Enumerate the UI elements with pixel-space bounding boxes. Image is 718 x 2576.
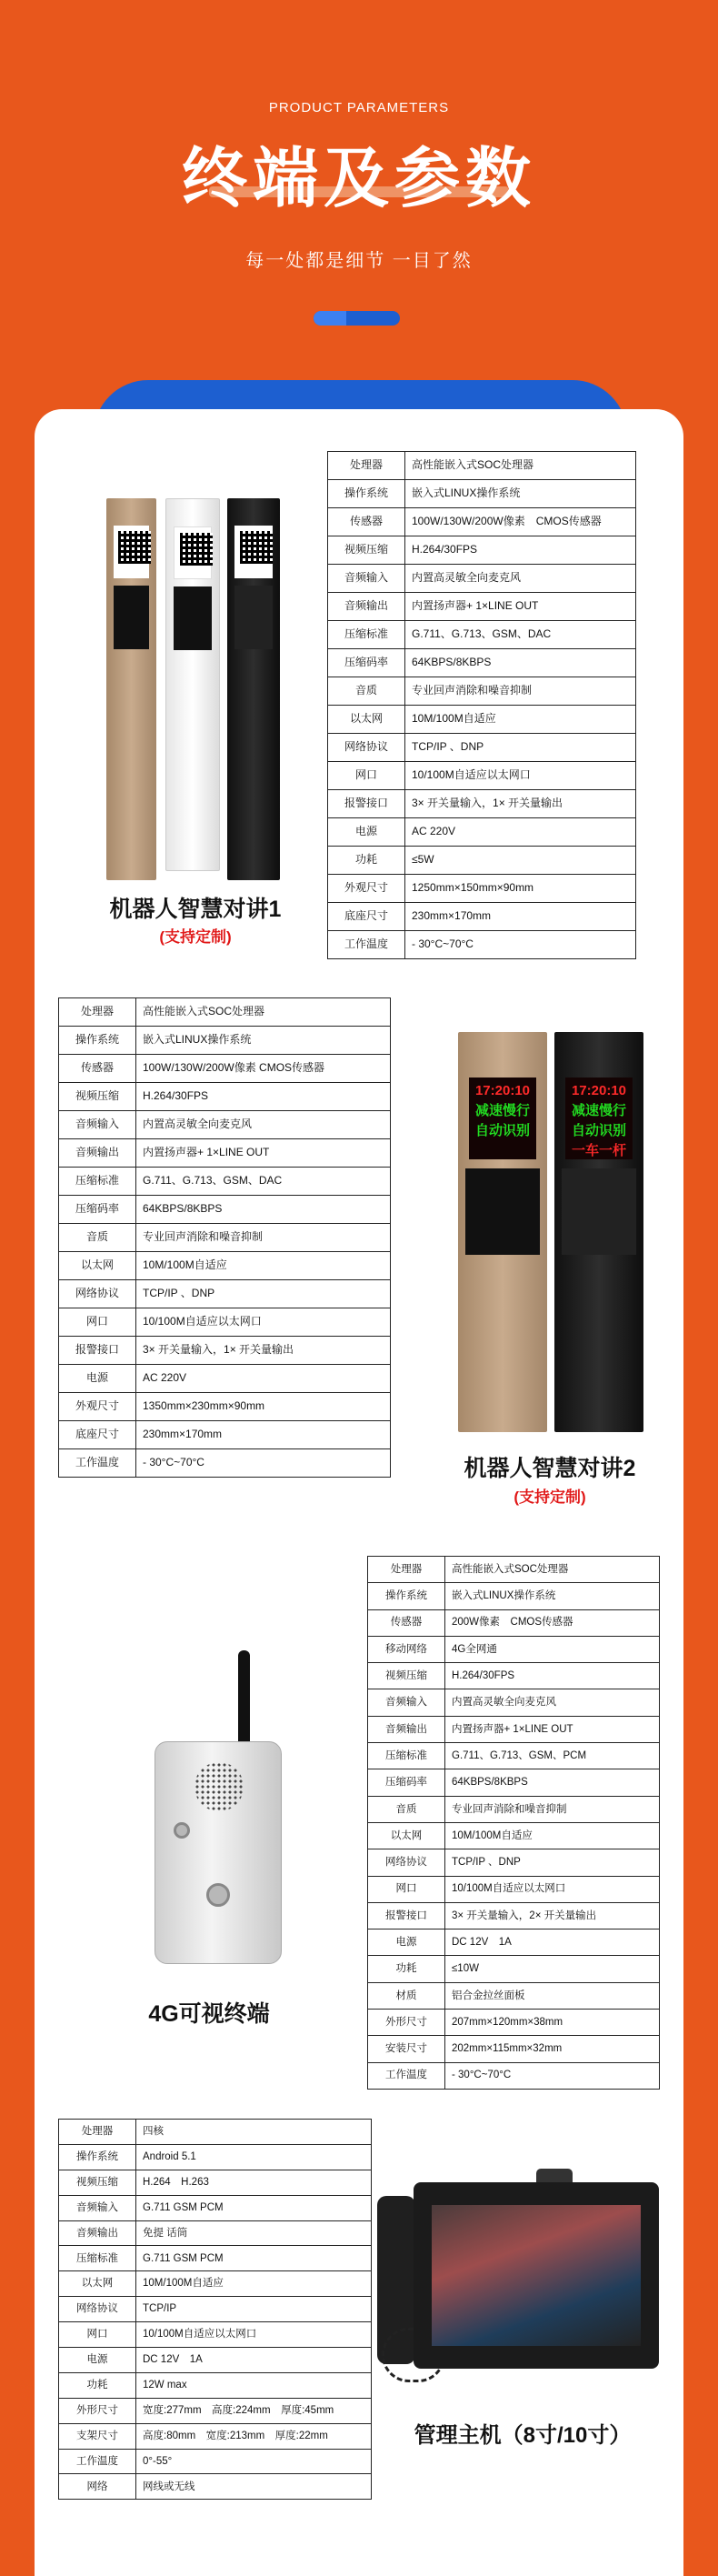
spec-value: H.264/30FPS xyxy=(445,1663,660,1689)
spec-key: 压缩标准 xyxy=(368,1743,445,1769)
spec-row xyxy=(59,1308,391,1337)
antenna xyxy=(238,1650,250,1752)
spec-key: 压缩码率 xyxy=(368,1769,445,1796)
spec-key: 压缩标准 xyxy=(59,1168,136,1196)
qr-code-icon xyxy=(118,531,151,564)
spec-value: 230mm×170mm xyxy=(405,903,636,931)
spec-row xyxy=(59,1252,391,1280)
spec-value: 3× 开关量输入，1× 开关量输出 xyxy=(405,790,636,818)
spec-row xyxy=(368,2036,660,2062)
spec-row xyxy=(328,480,636,508)
spec-value: DC 12V 1A xyxy=(445,1929,660,1956)
spec-key: 网口 xyxy=(328,762,405,790)
spec-key: 网络协议 xyxy=(59,2297,136,2322)
spec-value: G.711、G.713、GSM、DAC xyxy=(136,1168,391,1196)
spec-value: 专业回声消除和噪音抑制 xyxy=(445,1796,660,1822)
spec-value: 1350mm×230mm×90mm xyxy=(136,1393,391,1421)
product-2-caption-sub: (支持定制) xyxy=(514,1488,586,1506)
pillar-gold xyxy=(458,1032,547,1432)
spec-row xyxy=(59,1083,391,1111)
spec-row xyxy=(368,1982,660,2009)
spec-row xyxy=(368,1902,660,1929)
spec-key: 功耗 xyxy=(59,2372,136,2398)
spec-row xyxy=(368,1689,660,1716)
spec-row xyxy=(59,1111,391,1139)
spec-value: 202mm×115mm×32mm xyxy=(445,2036,660,2062)
spec-row xyxy=(59,2220,372,2246)
led-line-1: 17:20:10 xyxy=(474,1083,531,1098)
spec-row xyxy=(59,1337,391,1365)
spec-value: H.264/30FPS xyxy=(405,536,636,565)
spec-row xyxy=(328,565,636,593)
led-display xyxy=(565,1078,633,1159)
product-1-image xyxy=(102,498,284,880)
product-3-caption: 4G可视终端 xyxy=(148,2001,270,2027)
spec-value: 1250mm×150mm×90mm xyxy=(405,875,636,903)
spec-key: 功耗 xyxy=(368,1956,445,1982)
spec-row xyxy=(368,1769,660,1796)
spec-row xyxy=(368,1609,660,1636)
spec-key: 底座尺寸 xyxy=(328,903,405,931)
spec-value: 10/100M自适应以太网口 xyxy=(445,1876,660,1902)
camera-panel xyxy=(174,586,212,650)
led-line-3: 自动识别 xyxy=(571,1123,626,1138)
spec-key: 安装尺寸 xyxy=(368,2036,445,2062)
spec-row xyxy=(59,2195,372,2220)
spec-row xyxy=(368,2010,660,2036)
spec-value: H.264/30FPS xyxy=(136,1083,391,1111)
spec-value: 200W像素 CMOS传感器 xyxy=(445,1609,660,1636)
spec-value: 高性能嵌入式SOC处理器 xyxy=(445,1557,660,1583)
spec-key: 传感器 xyxy=(328,508,405,536)
spec-value: AC 220V xyxy=(405,818,636,847)
spec-row xyxy=(368,2062,660,2089)
spec-key: 移动网络 xyxy=(368,1636,445,1662)
spec-value: 高性能嵌入式SOC处理器 xyxy=(405,452,636,480)
spec-key: 功耗 xyxy=(328,847,405,875)
spec-row xyxy=(328,818,636,847)
spec-key: 网络协议 xyxy=(59,1280,136,1308)
led-line-3: 自动识别 xyxy=(474,1123,530,1138)
spec-key: 操作系统 xyxy=(368,1583,445,1609)
spec-key: 网口 xyxy=(59,1308,136,1337)
spec-value: 内置高灵敏全向麦克风 xyxy=(405,565,636,593)
spec-value: 64KBPS/8KBPS xyxy=(136,1196,391,1224)
spec-key: 报警接口 xyxy=(328,790,405,818)
spec-row xyxy=(328,734,636,762)
spec-value: 12W max xyxy=(136,2372,372,2398)
spec-key: 电源 xyxy=(368,1929,445,1956)
spec-key: 以太网 xyxy=(328,706,405,734)
spec-value: 3× 开关量输入，2× 开关量输出 xyxy=(445,1902,660,1929)
spec-value: ≤10W xyxy=(445,1956,660,1982)
spec-row xyxy=(328,931,636,959)
spec-row xyxy=(328,621,636,649)
spec-row xyxy=(59,1421,391,1449)
spec-value: 免提 话筒 xyxy=(136,2220,372,2246)
spec-row xyxy=(59,2120,372,2145)
spec-row xyxy=(59,1449,391,1478)
spec-value: G.711、G.713、GSM、DAC xyxy=(405,621,636,649)
spec-value: 内置扬声器+ 1×LINE OUT xyxy=(136,1139,391,1168)
product-3-image xyxy=(127,1650,300,1987)
pillar-black xyxy=(554,1032,643,1432)
spec-row xyxy=(328,706,636,734)
qr-code-icon xyxy=(180,533,213,566)
spec-key: 以太网 xyxy=(59,1252,136,1280)
spec-value: 嵌入式LINUX操作系统 xyxy=(445,1583,660,1609)
spec-value: 10/100M自适应以太网口 xyxy=(136,2322,372,2348)
spec-key: 操作系统 xyxy=(328,480,405,508)
spec-key: 操作系统 xyxy=(59,1027,136,1055)
spec-row xyxy=(368,1663,660,1689)
spec-row xyxy=(59,2423,372,2449)
pillar-black xyxy=(227,498,280,880)
monitor-screen xyxy=(432,2205,641,2346)
spec-value: 0°-55° xyxy=(136,2449,372,2474)
spec-value: TCP/IP 、DNP xyxy=(445,1849,660,1876)
spec-row xyxy=(368,1822,660,1849)
product-2-image xyxy=(445,1032,650,1432)
spec-value: H.264 H.263 xyxy=(136,2170,372,2195)
spec-value: G.711 GSM PCM xyxy=(136,2246,372,2271)
spec-key: 处理器 xyxy=(328,452,405,480)
spec-value: 10/100M自适应以太网口 xyxy=(405,762,636,790)
spec-key: 以太网 xyxy=(368,1822,445,1849)
qr-panel xyxy=(174,526,212,579)
spec-row xyxy=(59,2297,372,2322)
spec-key: 工作温度 xyxy=(59,1449,136,1478)
spec-row xyxy=(368,1876,660,1902)
led-line-1: 17:20:10 xyxy=(571,1083,627,1098)
spec-key: 网络协议 xyxy=(328,734,405,762)
spec-key: 电源 xyxy=(59,1365,136,1393)
qr-panel xyxy=(234,526,273,578)
spec-key: 音质 xyxy=(368,1796,445,1822)
product-2-spec-table xyxy=(58,997,391,1478)
product-2-caption: 机器人智慧对讲2 xyxy=(464,1456,636,1481)
spec-key: 压缩标准 xyxy=(59,2246,136,2271)
camera-panel xyxy=(465,1168,540,1255)
spec-row xyxy=(328,677,636,706)
spec-row xyxy=(368,1716,660,1742)
spec-value: - 30°C~70°C xyxy=(445,2062,660,2089)
spec-row xyxy=(59,1280,391,1308)
product-4-spec-table xyxy=(58,2119,372,2500)
spec-key: 传感器 xyxy=(368,1609,445,1636)
spec-key: 报警接口 xyxy=(368,1902,445,1929)
spec-value: 专业回声消除和噪音抑制 xyxy=(405,677,636,706)
spec-key: 视频压缩 xyxy=(59,2170,136,2195)
spec-key: 外观尺寸 xyxy=(328,875,405,903)
spec-value: 内置扬声器+ 1×LINE OUT xyxy=(445,1716,660,1742)
spec-key: 音频输出 xyxy=(368,1716,445,1742)
spec-key: 传感器 xyxy=(59,1055,136,1083)
spec-row xyxy=(59,1365,391,1393)
spec-key: 视频压缩 xyxy=(328,536,405,565)
spec-row xyxy=(59,2398,372,2423)
spec-key: 音频输出 xyxy=(59,1139,136,1168)
spec-key: 压缩码率 xyxy=(59,1196,136,1224)
spec-row xyxy=(59,2474,372,2500)
spec-key: 网口 xyxy=(368,1876,445,1902)
spec-value: 10M/100M自适应 xyxy=(405,706,636,734)
terminal-body xyxy=(155,1741,282,1964)
spec-row xyxy=(328,903,636,931)
spec-value: ≤5W xyxy=(405,847,636,875)
spec-row xyxy=(328,875,636,903)
spec-key: 音质 xyxy=(328,677,405,706)
spec-value: 内置扬声器+ 1×LINE OUT xyxy=(405,593,636,621)
product-1-caption-sub: (支持定制) xyxy=(159,928,232,946)
led-line-2: 减速慢行 xyxy=(571,1103,626,1118)
spec-value: - 30°C~70°C xyxy=(405,931,636,959)
camera-panel xyxy=(562,1168,636,1255)
spec-value: 铝合金拉丝面板 xyxy=(445,1982,660,2009)
page-header xyxy=(0,0,718,427)
spec-value: 10M/100M自适应 xyxy=(136,1252,391,1280)
spec-row xyxy=(59,2144,372,2170)
product-1-spec-table xyxy=(327,451,636,959)
header-eyebrow: PRODUCT PARAMETERS xyxy=(268,100,450,115)
spec-row xyxy=(59,2170,372,2195)
spec-row xyxy=(59,2271,372,2297)
spec-row xyxy=(59,2372,372,2398)
spec-value: 高度:80mm 宽度:213mm 厚度:22mm xyxy=(136,2423,372,2449)
spec-value: - 30°C~70°C xyxy=(136,1449,391,1478)
spec-row xyxy=(328,762,636,790)
spec-value: 4G全网通 xyxy=(445,1636,660,1662)
spec-value: 230mm×170mm xyxy=(136,1421,391,1449)
spec-row xyxy=(368,1849,660,1876)
spec-value: Android 5.1 xyxy=(136,2144,372,2170)
spec-value: 四核 xyxy=(136,2120,372,2145)
spec-row xyxy=(368,1743,660,1769)
product-3-spec-table xyxy=(367,1556,660,2090)
spec-key: 操作系统 xyxy=(59,2144,136,2170)
spec-value: 内置高灵敏全向麦克风 xyxy=(445,1689,660,1716)
spec-row xyxy=(368,1636,660,1662)
spec-key: 支架尺寸 xyxy=(59,2423,136,2449)
spec-key: 电源 xyxy=(59,2348,136,2373)
spec-row xyxy=(59,998,391,1027)
spec-key: 电源 xyxy=(328,818,405,847)
spec-row xyxy=(328,536,636,565)
spec-row xyxy=(368,1956,660,1982)
spec-value: 嵌入式LINUX操作系统 xyxy=(136,1027,391,1055)
spec-key: 处理器 xyxy=(59,2120,136,2145)
spec-row xyxy=(59,1196,391,1224)
spec-key: 网络 xyxy=(59,2474,136,2500)
spec-value: 64KBPS/8KBPS xyxy=(445,1769,660,1796)
spec-value: G.711 GSM PCM xyxy=(136,2195,372,2220)
pillar-white xyxy=(165,498,220,871)
spec-key: 压缩码率 xyxy=(328,649,405,677)
spec-key: 处理器 xyxy=(368,1557,445,1583)
spec-key: 压缩标准 xyxy=(328,621,405,649)
spec-key: 音频输出 xyxy=(328,593,405,621)
led-line-2: 减速慢行 xyxy=(474,1103,530,1118)
spec-key: 工作温度 xyxy=(59,2449,136,2474)
spec-value: 网线或无线 xyxy=(136,2474,372,2500)
spec-value: 10M/100M自适应 xyxy=(445,1822,660,1849)
spec-key: 视频压缩 xyxy=(59,1083,136,1111)
spec-row xyxy=(368,1929,660,1956)
spec-key: 音频输入 xyxy=(59,1111,136,1139)
spec-row xyxy=(328,847,636,875)
speaker-grille xyxy=(194,1762,244,1811)
spec-key: 外形尺寸 xyxy=(368,2010,445,2036)
spec-row xyxy=(59,1224,391,1252)
spec-row xyxy=(59,2322,372,2348)
spec-value: 10/100M自适应以太网口 xyxy=(136,1308,391,1337)
qr-code-icon xyxy=(240,531,273,564)
spec-row xyxy=(59,2246,372,2271)
call-button xyxy=(206,1883,230,1907)
led-line-4: 一车一杆 xyxy=(571,1143,626,1158)
spec-value: TCP/IP xyxy=(136,2297,372,2322)
led-display xyxy=(469,1078,536,1159)
monitor xyxy=(414,2182,659,2369)
spec-key: 材质 xyxy=(368,1982,445,2009)
spec-row xyxy=(368,1583,660,1609)
spec-key: 音频输入 xyxy=(328,565,405,593)
spec-key: 网络协议 xyxy=(368,1849,445,1876)
camera-panel xyxy=(114,586,149,649)
product-4-image xyxy=(377,2169,668,2414)
spec-value: 宽度:277mm 高度:224mm 厚度:45mm xyxy=(136,2398,372,2423)
spec-key: 音频输出 xyxy=(59,2220,136,2246)
spec-value: 207mm×120mm×38mm xyxy=(445,2010,660,2036)
spec-value: 高性能嵌入式SOC处理器 xyxy=(136,998,391,1027)
spec-value: 内置高灵敏全向麦克风 xyxy=(136,1111,391,1139)
spec-key: 视频压缩 xyxy=(368,1663,445,1689)
camera-panel xyxy=(234,586,273,649)
spec-value: TCP/IP 、DNP xyxy=(405,734,636,762)
spec-value: 10M/100M自适应 xyxy=(136,2271,372,2297)
spec-value: 嵌入式LINUX操作系统 xyxy=(405,480,636,508)
spec-key: 音质 xyxy=(59,1224,136,1252)
spec-key: 工作温度 xyxy=(368,2062,445,2089)
camera-lens xyxy=(174,1822,190,1839)
spec-row xyxy=(59,1027,391,1055)
spec-key: 外形尺寸 xyxy=(59,2398,136,2423)
page-title: 终端及参数 xyxy=(181,143,536,216)
spec-key: 音频输入 xyxy=(59,2195,136,2220)
product-4-caption: 管理主机（8寸/10寸） xyxy=(414,2423,632,2448)
spec-key: 外观尺寸 xyxy=(59,1393,136,1421)
spec-row xyxy=(59,1393,391,1421)
spec-value: 专业回声消除和噪音抑制 xyxy=(136,1224,391,1252)
pillar-gold xyxy=(106,498,156,880)
spec-value: TCP/IP 、DNP xyxy=(136,1280,391,1308)
qr-panel xyxy=(114,526,149,578)
spec-row xyxy=(59,1139,391,1168)
spec-value: 64KBPS/8KBPS xyxy=(405,649,636,677)
spec-key: 工作温度 xyxy=(328,931,405,959)
spec-row xyxy=(368,1557,660,1583)
spec-value: 100W/130W/200W像素 CMOS传感器 xyxy=(136,1055,391,1083)
spec-row xyxy=(328,593,636,621)
spec-key: 处理器 xyxy=(59,998,136,1027)
spec-value: DC 12V 1A xyxy=(136,2348,372,2373)
spec-row xyxy=(328,508,636,536)
spec-value: 3× 开关量输入，1× 开关量输出 xyxy=(136,1337,391,1365)
page-subtitle: 每一处都是细节 一目了然 xyxy=(245,251,473,271)
spec-key: 底座尺寸 xyxy=(59,1421,136,1449)
spec-key: 报警接口 xyxy=(59,1337,136,1365)
spec-row xyxy=(328,649,636,677)
spec-key: 以太网 xyxy=(59,2271,136,2297)
spec-value: 100W/130W/200W像素 CMOS传感器 xyxy=(405,508,636,536)
spec-key: 音频输入 xyxy=(368,1689,445,1716)
spec-row xyxy=(59,2348,372,2373)
spec-row xyxy=(328,790,636,818)
spec-row xyxy=(368,1796,660,1822)
product-1-caption: 机器人智慧对讲1 xyxy=(109,897,282,922)
spec-value: G.711、G.713、GSM、PCM xyxy=(445,1743,660,1769)
decor-pill xyxy=(314,311,400,326)
spec-key: 网口 xyxy=(59,2322,136,2348)
spec-value: AC 220V xyxy=(136,1365,391,1393)
spec-row xyxy=(59,2449,372,2474)
spec-row xyxy=(59,1055,391,1083)
spec-row xyxy=(59,1168,391,1196)
spec-row xyxy=(328,452,636,480)
